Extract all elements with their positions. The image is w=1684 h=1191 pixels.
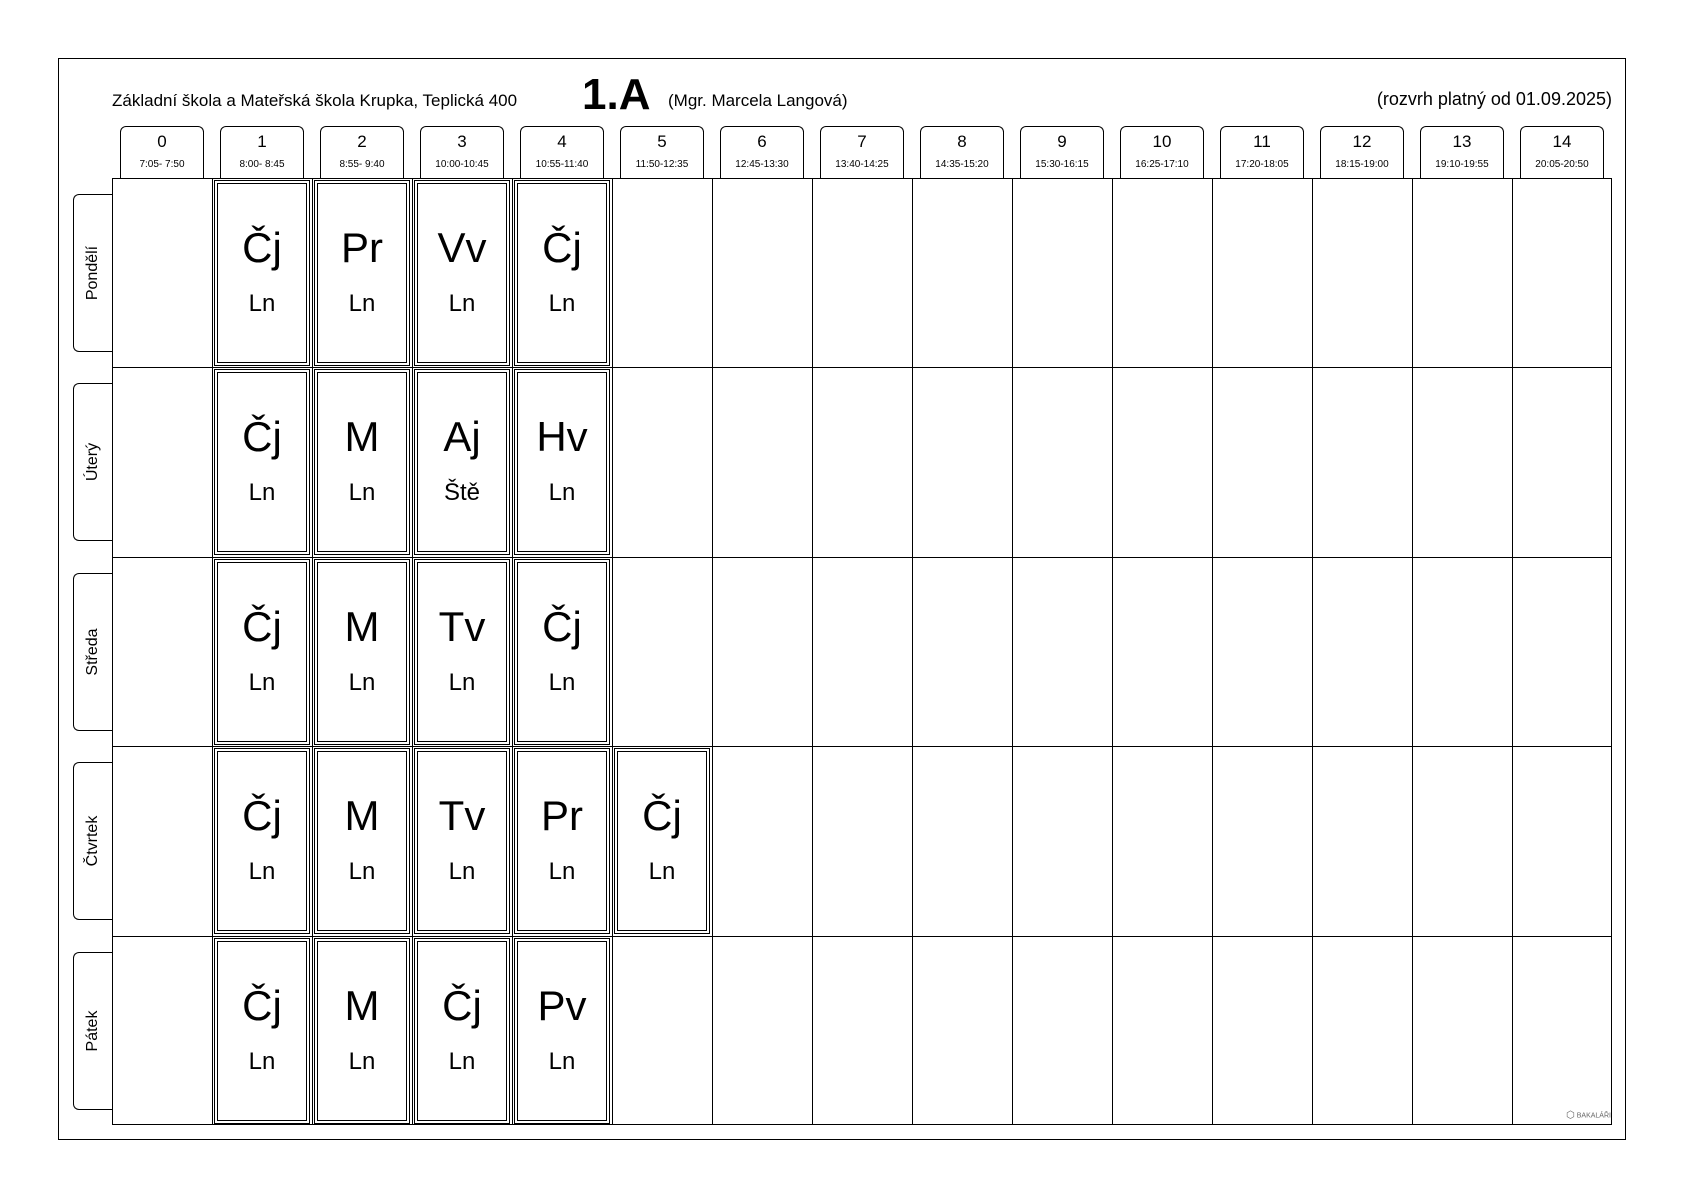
lesson-teacher: Ln <box>448 290 476 317</box>
grid-column-divider <box>1512 178 1513 1125</box>
period-number: 13 <box>1452 132 1472 151</box>
brand-label: BAKALÁŘI <box>1576 1112 1611 1120</box>
lesson-cell[interactable] <box>414 748 510 934</box>
lesson-subject: Pr <box>541 792 583 839</box>
lesson-teacher: Ln <box>248 1048 276 1075</box>
period-header <box>1220 126 1304 178</box>
period-header <box>1020 126 1104 178</box>
lesson-teacher: Ln <box>448 858 476 885</box>
period-time: 8:00- 8:45 <box>239 159 285 170</box>
period-header <box>920 126 1004 178</box>
lesson-subject: Tv <box>438 603 486 650</box>
grid-column-divider <box>412 178 413 1125</box>
grid-column-divider <box>612 178 613 1125</box>
day-name: Pondělí <box>84 245 101 301</box>
lesson-cell[interactable] <box>314 369 410 555</box>
day-label <box>73 762 112 920</box>
period-time: 11:50-12:35 <box>635 159 689 170</box>
period-time: 8:55- 9:40 <box>339 159 385 170</box>
class-name: 1.A <box>582 70 651 119</box>
lesson-teacher: Ln <box>348 1048 376 1075</box>
lesson-cell[interactable] <box>314 180 410 366</box>
day-name: Pátek <box>84 1010 101 1052</box>
lesson-cell[interactable] <box>614 748 710 934</box>
period-time: 12:45-13:30 <box>735 159 789 170</box>
period-header <box>820 126 904 178</box>
grid-row-divider <box>112 557 1612 558</box>
period-header <box>320 126 404 178</box>
lesson-teacher: Ln <box>248 858 276 885</box>
lesson-subject: Pv <box>537 982 587 1029</box>
grid-row-divider <box>112 746 1612 747</box>
school-name: Základní škola a Mateřská škola Krupka, Teplická 400 <box>112 91 518 110</box>
lesson-subject: Čj <box>542 603 582 650</box>
period-time: 10:55-11:40 <box>535 159 589 170</box>
day-name: Úterý <box>84 442 101 482</box>
validity-date: (rozvrh platný od 01.09.2025) <box>1376 89 1612 109</box>
period-number: 10 <box>1152 132 1172 151</box>
lesson-subject: M <box>344 603 380 650</box>
lesson-cell[interactable] <box>514 559 610 745</box>
period-number: 7 <box>857 132 867 151</box>
lesson-teacher: Ln <box>448 1048 476 1075</box>
lesson-teacher: Ln <box>548 1048 576 1075</box>
grid-column-divider <box>912 178 913 1125</box>
lesson-cell[interactable] <box>414 559 510 745</box>
grid-column-divider <box>712 178 713 1125</box>
lesson-teacher: Ln <box>348 479 376 506</box>
lesson-teacher: Ště <box>443 479 481 506</box>
period-header <box>1420 126 1504 178</box>
period-header <box>720 126 804 178</box>
period-number: 3 <box>457 132 467 151</box>
lesson-cell[interactable] <box>214 748 310 934</box>
grid-column-divider <box>1312 178 1313 1125</box>
grid-column-divider <box>312 178 313 1125</box>
lesson-teacher: Ln <box>548 669 576 696</box>
lesson-cell[interactable] <box>514 369 610 555</box>
period-number: 1 <box>257 132 267 151</box>
lesson-teacher: Ln <box>548 290 576 317</box>
period-header <box>1120 126 1204 178</box>
lesson-teacher: Ln <box>248 669 276 696</box>
grid-row-divider <box>112 367 1612 368</box>
day-label <box>73 194 112 352</box>
period-number: 11 <box>1253 132 1271 151</box>
grid-column-divider <box>812 178 813 1125</box>
lesson-cell[interactable] <box>414 938 510 1124</box>
grid-row-divider <box>112 936 1612 937</box>
lesson-cell[interactable] <box>314 559 410 745</box>
lesson-teacher: Ln <box>548 479 576 506</box>
lesson-subject: Čj <box>242 792 282 839</box>
lesson-subject: Čj <box>542 224 582 271</box>
period-header <box>1320 126 1404 178</box>
grid-column-divider <box>1212 178 1213 1125</box>
period-number: 6 <box>757 132 767 151</box>
period-number: 4 <box>557 132 567 151</box>
period-number: 12 <box>1352 132 1372 151</box>
lesson-cell[interactable] <box>214 938 310 1124</box>
period-time: 10:00-10:45 <box>435 159 489 170</box>
day-label <box>73 952 112 1110</box>
lesson-teacher: Ln <box>348 669 376 696</box>
period-number: 14 <box>1552 132 1572 151</box>
lesson-cell[interactable] <box>414 180 510 366</box>
period-header <box>1520 126 1604 178</box>
period-number: 8 <box>957 132 967 151</box>
lesson-subject: Vv <box>437 224 487 271</box>
lesson-subject: Pr <box>341 224 383 271</box>
period-time: 7:05- 7:50 <box>139 159 185 170</box>
period-time: 16:25-17:10 <box>1135 159 1189 170</box>
lesson-cell[interactable] <box>414 369 510 555</box>
lesson-cell[interactable] <box>214 369 310 555</box>
lesson-subject: Čj <box>442 982 482 1029</box>
lesson-cell[interactable] <box>514 180 610 366</box>
period-number: 9 <box>1057 132 1067 151</box>
lesson-cell[interactable] <box>214 559 310 745</box>
lesson-subject: Čj <box>242 603 282 650</box>
period-time: 14:35-15:20 <box>935 159 989 170</box>
period-header <box>220 126 304 178</box>
lesson-teacher: Ln <box>648 858 676 885</box>
lesson-teacher: Ln <box>248 479 276 506</box>
lesson-cell[interactable] <box>514 938 610 1124</box>
period-time: 13:40-14:25 <box>835 159 889 170</box>
day-name: Středa <box>84 628 101 676</box>
period-time: 15:30-16:15 <box>1035 159 1089 170</box>
lesson-subject: M <box>344 792 380 839</box>
bakalari-brand <box>1566 1110 1611 1121</box>
lesson-subject: Čj <box>242 413 282 460</box>
period-header <box>120 126 204 178</box>
day-name: Čtvrtek <box>84 815 101 867</box>
period-header <box>420 126 504 178</box>
grid-column-divider <box>1412 178 1413 1125</box>
lesson-subject: M <box>344 982 380 1029</box>
grid-column-divider <box>1112 178 1113 1125</box>
lesson-subject: Aj <box>443 413 481 460</box>
period-time: 17:20-18:05 <box>1235 159 1289 170</box>
lesson-cell[interactable] <box>314 748 410 934</box>
grid-column-divider <box>1012 178 1013 1125</box>
hexagon-logo-icon: ⬡ <box>1566 1110 1575 1121</box>
period-header <box>620 126 704 178</box>
period-number: 0 <box>157 132 167 151</box>
period-time: 18:15-19:00 <box>1335 159 1389 170</box>
class-teacher: (Mgr. Marcela Langová) <box>668 91 848 110</box>
period-time: 20:05-20:50 <box>1535 159 1589 170</box>
lesson-teacher: Ln <box>248 290 276 317</box>
lesson-cell[interactable] <box>314 938 410 1124</box>
period-number: 2 <box>357 132 367 151</box>
lesson-teacher: Ln <box>548 858 576 885</box>
lesson-teacher: Ln <box>348 858 376 885</box>
lesson-teacher: Ln <box>348 290 376 317</box>
day-label <box>73 383 112 541</box>
period-time: 19:10-19:55 <box>1435 159 1489 170</box>
lesson-subject: M <box>344 413 380 460</box>
grid-column-divider <box>512 178 513 1125</box>
lesson-cell[interactable] <box>514 748 610 934</box>
lesson-teacher: Ln <box>448 669 476 696</box>
day-label <box>73 573 112 731</box>
lesson-subject: Čj <box>242 982 282 1029</box>
period-header <box>520 126 604 178</box>
period-number: 5 <box>657 132 667 151</box>
lesson-cell[interactable] <box>214 180 310 366</box>
lesson-subject: Tv <box>438 792 486 839</box>
lesson-subject: Čj <box>242 224 282 271</box>
grid-column-divider <box>212 178 213 1125</box>
lesson-subject: Hv <box>536 413 588 460</box>
lesson-subject: Čj <box>642 792 682 839</box>
